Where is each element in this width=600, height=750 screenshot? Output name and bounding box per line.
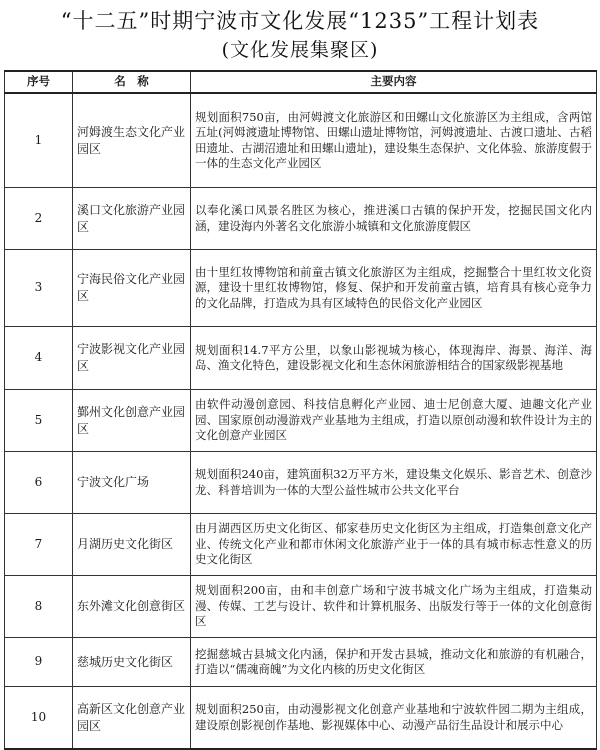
table-header bbox=[5, 71, 597, 93]
row-name: 宁波文化广场 bbox=[73, 452, 191, 514]
row-content: 以奉化溪口风景名胜区为核心，推进溪口古镇的保护开发，挖掘民国文化内涵，建设海内外著名文化旅游小城镇和文化旅游度假区 bbox=[191, 188, 597, 250]
plan-table bbox=[4, 70, 597, 750]
table-row bbox=[5, 452, 597, 514]
row-name: 河姆渡生态文化产业园区 bbox=[73, 93, 191, 188]
table-body bbox=[5, 93, 597, 749]
row-number: 1 bbox=[5, 93, 73, 188]
row-number: 3 bbox=[5, 250, 73, 327]
table-row bbox=[5, 188, 597, 250]
row-name: 东外滩文化创意街区 bbox=[73, 576, 191, 638]
row-number: 7 bbox=[5, 514, 73, 576]
row-number: 4 bbox=[5, 327, 73, 390]
header-content: 主要内容 bbox=[191, 71, 597, 93]
row-name: 月湖历史文化街区 bbox=[73, 514, 191, 576]
row-content: 由十里红妆博物馆和前童古镇文化旅游区为主组成，挖掘整合十里红妆文化资源，建设十里红妆博物馆，修复、保护和开发前童古镇，培育具有核心竞争力的文化品牌，打造成为具有区域特色的民俗文化产业园区 bbox=[191, 250, 597, 327]
row-name: 宁波影视文化产业园区 bbox=[73, 327, 191, 390]
row-number: 8 bbox=[5, 576, 73, 638]
row-content: 挖掘慈城古县城文化内涵，保护和开发古县城，推动文化和旅游的有机融合，打造以“儒魂商魄”为文化内核的历史文化街区 bbox=[191, 638, 597, 687]
row-number: 9 bbox=[5, 638, 73, 687]
row-name: 宁海民俗文化产业园区 bbox=[73, 250, 191, 327]
row-name: 鄞州文化创意产业园区 bbox=[73, 390, 191, 452]
row-content: 规划面积750亩，由河姆渡文化旅游区和田螺山文化旅游区为主组成，含两馆五址(河姆渡遗址博物馆、田螺山遗址博物馆，河姆渡遗址、古渡口遗址、古稻田遗址、古湖沼遗址和田螺山遗址)，建设集生态保护、文化体验、旅游度假于一体的生态文化产业园区 bbox=[191, 93, 597, 188]
row-number: 10 bbox=[5, 687, 73, 750]
document-subtitle: (文化发展集聚区) bbox=[221, 39, 379, 61]
table-row bbox=[5, 576, 597, 638]
row-content: 规划面积250亩，由动漫影视文化创意产业基地和宁波软件园二期为主组成，建设原创影视创作基地、影视媒体中心、动漫产品衍生品设计和展示中心 bbox=[191, 687, 597, 750]
header-no: 序号 bbox=[5, 71, 73, 93]
table-row bbox=[5, 250, 597, 327]
row-content: 规划面积240亩，建筑面积32万平方米，建设集文化娱乐、影音艺术、创意沙龙、科普培训为一体的大型公益性城市公共文化平台 bbox=[191, 452, 597, 514]
table-row bbox=[5, 687, 597, 750]
header-row bbox=[5, 71, 597, 93]
row-content: 规划面积14.7平方公里，以象山影视城为核心，体现海岸、海景、海洋、海岛、渔文化特色，建设影视文化和生态休闲旅游相结合的国家级影视基地 bbox=[191, 327, 597, 390]
row-content: 由软件动漫创意园、科技信息孵化产业园、迪士尼创意大厦、迪趣文化产业园、国家原创动漫游戏产业基地为主组成，打造以原创动漫和软件设计为主的文化创意产业园区 bbox=[191, 390, 597, 452]
table-row bbox=[5, 638, 597, 687]
document-title: “十二五”时期宁波市文化发展“1235”工程计划表 bbox=[60, 9, 540, 33]
header-name: 名 称 bbox=[73, 71, 191, 93]
table-row bbox=[5, 514, 597, 576]
row-name: 慈城历史文化街区 bbox=[73, 638, 191, 687]
row-number: 2 bbox=[5, 188, 73, 250]
row-number: 6 bbox=[5, 452, 73, 514]
row-name: 高新区文化创意产业园区 bbox=[73, 687, 191, 750]
row-content: 由月湖西区历史文化街区、郁家巷历史文化街区为主组成，打造集创意文化产业、传统文化产业和都市休闲文化旅游产业于一体的具有城市标志性意义的历史文化街区 bbox=[191, 514, 597, 576]
row-name: 溪口文化旅游产业园区 bbox=[73, 188, 191, 250]
row-number: 5 bbox=[5, 390, 73, 452]
table-row bbox=[5, 327, 597, 390]
table-row bbox=[5, 93, 597, 188]
table-row bbox=[5, 390, 597, 452]
row-content: 规划面积200亩，由和丰创意广场和宁波书城文化广场为主组成，打造集动漫、传媒、工艺与设计、软件和计算机服务、出版发行等于一体的文化创意街区 bbox=[191, 576, 597, 638]
